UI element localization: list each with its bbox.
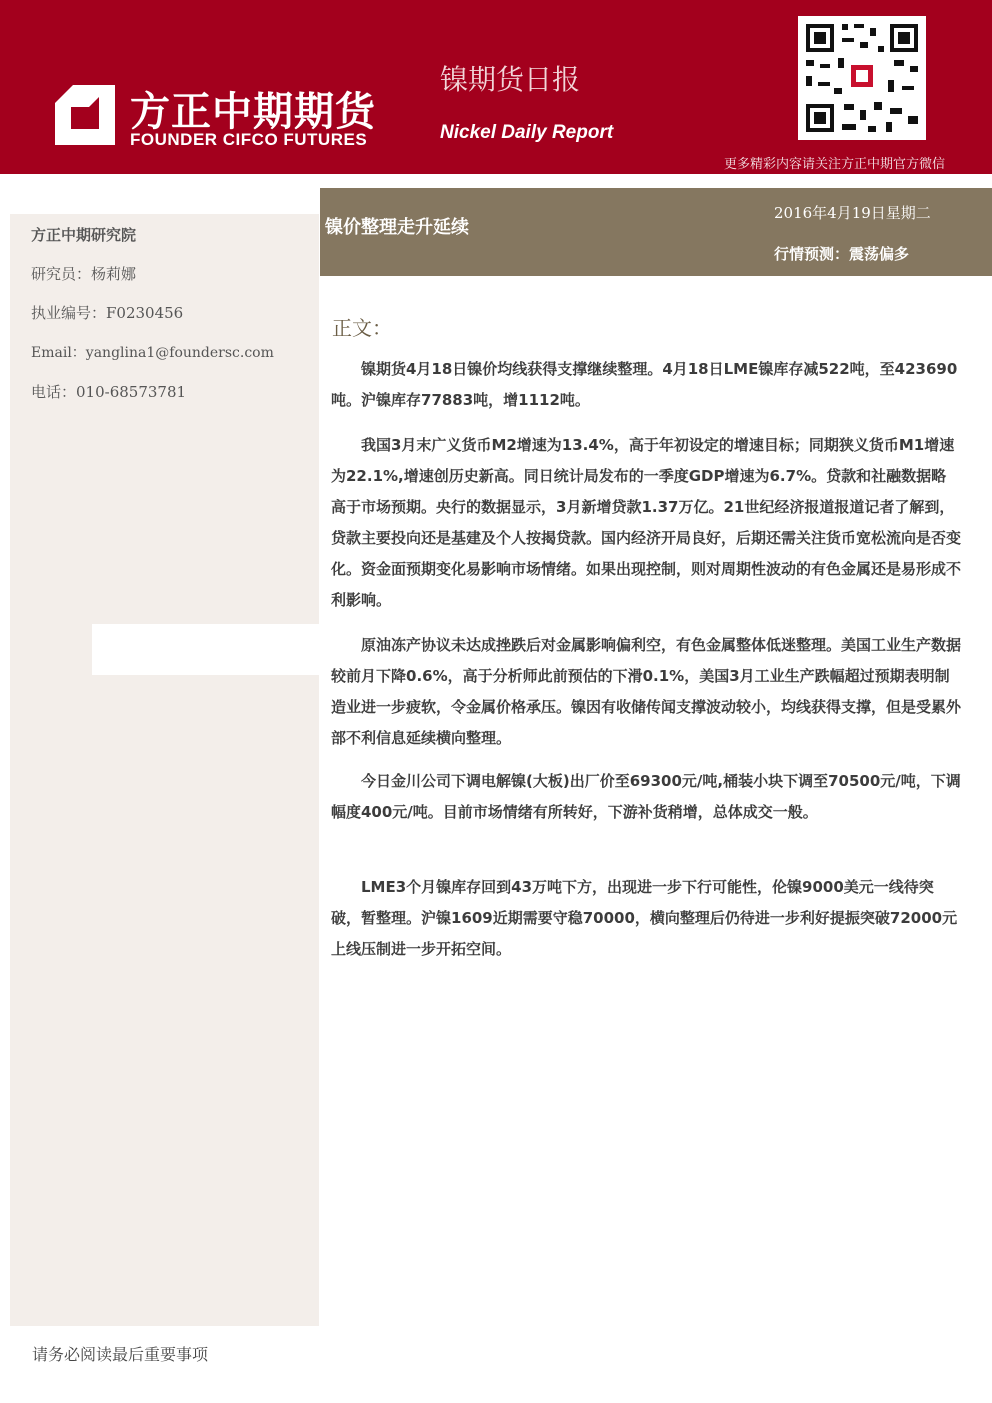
qr-caption: 更多精彩内容请关注方正中期官方微信: [724, 157, 946, 172]
report-title-chinese: 镍期货日报: [440, 63, 581, 96]
analyst-name: 研究员：杨莉娜: [31, 265, 137, 283]
body-paragraph: 我国3月末广义货币M2增速为13.4%，高于年初设定的增速目标；同期狭义货币M1增速为22.1%,增速创历史新高。同日统计局发布的一季度GDP增速为6.7%。贷款和社融数据略高于市场预期。央行的数据显示，3月新增贷款1.37万亿。21世纪经济报道报道记者了解到，贷款主要投向还是基建及个人按揭贷款。国内经济开局良好，后期还需关注货币宽松流向是否变化。资金面预期变化易影响市场情绪。如果出现控制，则对周期性波动的有色金属还是易形成不利影响。: [331, 436, 962, 609]
report-date: 2016年4月19日星期二: [774, 204, 931, 222]
footer-notice: 请务必阅读最后重要事项: [32, 1345, 209, 1364]
logo-chinese: 方正中期期货: [130, 89, 376, 135]
sidebar-notch: [92, 624, 320, 675]
section-title: 正文：: [332, 316, 392, 340]
article-headline: 镍价整理走升延续: [325, 217, 469, 238]
header-divider: [0, 174, 992, 186]
analyst-phone: 电话：010-68573781: [31, 383, 187, 401]
analyst-email[interactable]: Email：yanglina1@foundersc.com: [31, 345, 274, 361]
qr-code: [798, 16, 926, 140]
report-title-english: Nickel Daily Report: [440, 122, 614, 143]
report-header: [0, 0, 992, 174]
body-paragraph: 镍期货4月18日镍价均线获得支撑继续整理。4月18日LME镍库存减522吨，至423690吨。沪镍库存77883吨，增1112吨。: [331, 360, 958, 409]
body-paragraph: LME3个月镍库存回到43万吨下方，出现进一步下行可能性，伦镍9000美元一线待突破，暂整理。沪镍1609近期需要守稳70000，横向整理后仍待进一步利好提振突破72000元上线压制进一步开拓空间。: [331, 878, 958, 958]
logo-mark-icon: [55, 85, 115, 145]
logo-english: FOUNDER CIFCO FUTURES: [130, 130, 368, 149]
research-institute: 方正中期研究院: [31, 226, 137, 244]
license-number: 执业编号：F0230456: [31, 304, 184, 322]
market-forecast: 行情预测：震荡偏多: [774, 245, 910, 263]
body-paragraph: 原油冻产协议未达成挫跌后对金属影响偏利空，有色金属整体低迷整理。美国工业生产数据较前月下降0.6%，高于分析师此前预估的下滑0.1%，美国3月工业生产跌幅超过预期表明制造业进一步疲软，令金属价格承压。镍因有收储传闻支撑波动较小，均线获得支撑，但是受累外部不利信息延续横向整理。: [331, 636, 962, 747]
body-paragraph: 今日金川公司下调电解镍(大板)出厂价至69300元/吨,桶装小块下调至70500元/吨，下调幅度400元/吨。目前市场情绪有所转好，下游补货稍增，总体成交一般。: [331, 772, 961, 821]
